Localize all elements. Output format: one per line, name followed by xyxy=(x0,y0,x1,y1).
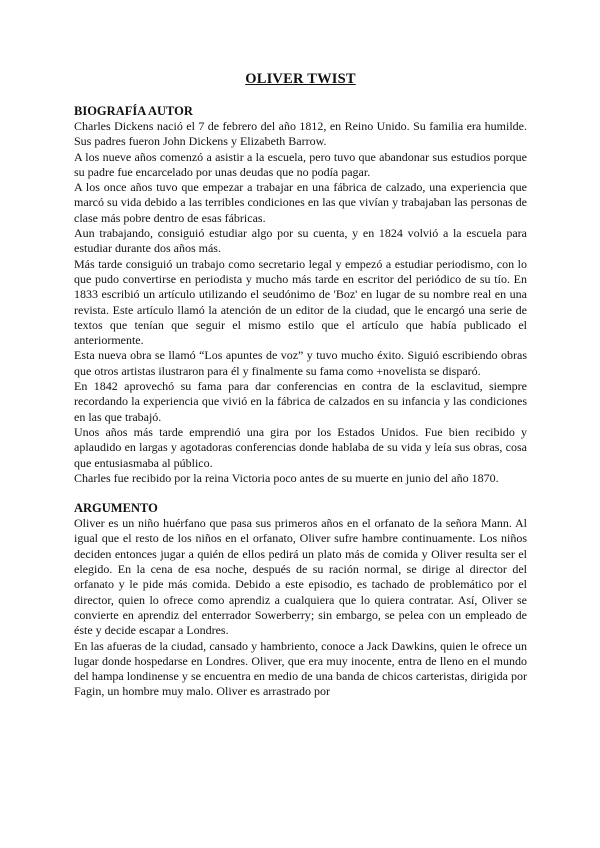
paragraph: A los nueve años comenzó a asistir a la escuela, pero tuvo que abandonar sus estudios porque su padre fue encarcelado por unas deudas que no podía pagar. xyxy=(74,149,527,179)
paragraph: Charles fue recibido por la reina Victoria poco antes de su muerte en junio del año 1870. xyxy=(74,470,499,485)
paragraph: En 1842 aprovechó su fama para dar conferencias en contra de la esclavitud, siempre recordando la experiencia que vivió en la fábrica de calzados en su infancia y las condiciones en las que trabajó. xyxy=(74,379,527,424)
document-title: OLIVER TWIST xyxy=(245,71,356,87)
document-body xyxy=(74,70,527,700)
paragraph: Aun trabajando, consiguió estudiar algo por su cuenta, y en 1824 volvió a la escuela para estudiar durante dos años más. xyxy=(74,226,527,256)
paragraph: Más tarde consiguió un trabajo como secretario legal y empezó a estudiar periodismo, con lo que pudo convertirse en periodista y mucho más tarde en escritor del periódico de su tío. En 1833 escribió un artículo utilizando el seudónimo de 'Boz' en lugar de su nombre real en una revista. Este artículo llamó la atención de un editor de la ciudad, que le encargó una serie de textos que tenían que seguir el mismo estilo que el artículo que había publicado el anteriormente. xyxy=(74,256,527,348)
paragraph: Oliver es un niño huérfano que pasa sus primeros años en el orfanato de la señora Mann. Al igual que el resto de los niños en el orfanato, Oliver sufre hambre continuamente. Los niños deciden entonces jugar a quién de ellos pedirá un plato más de comida y Oliver resulta ser el elegido. En la cena de esa noche, después de su ración normal, se dirige al director del orfanato y le pide más comida. Debido a este episodio, es tachado de problemático por el director, quien lo ofrece como aprendiz a cualquiera que lo quiera contratar. Así, Oliver se convierte en aprendiz del enterrador Sowerberry; sin embargo, se pelea con un empleado de éste y decide escapar a Londres. xyxy=(74,516,527,638)
paragraph: En las afueras de la ciudad, cansado y hambriento, conoce a Jack Dawkins, quien le ofrece un lugar donde hospedarse en Londres. Oliver, que era muy inocente, entra de lleno en el mundo del hampa londinense y se encuentra en medio de una banda de chicos carteristas, dirigida por Fagin, un hombre muy malo. Oliver es arrastrado por xyxy=(74,638,527,699)
paragraph: Unos años más tarde emprendió una gira por los Estados Unidos. Fue bien recibido y aplaudido en largas y agotadoras conferencias donde hablaba de su vida y leía sus obras, cosa que entusiasmaba al público. xyxy=(74,424,527,470)
paragraph: Esta nueva obra se llamó “Los apuntes de voz” y tuvo mucho éxito. Siguió escribiendo obras que otros artistas ilustraron para él y finalmente su fama como +novelista se disparó. xyxy=(74,348,527,378)
paragraph: A los once años tuvo que empezar a trabajar en una fábrica de calzado, una experiencia que marcó su vida debido a las terribles condiciones en las que vivían y trabajaban las personas de clase más pobre dentro de esas fábricas. xyxy=(74,180,527,225)
section-heading-argumento: ARGUMENTO xyxy=(74,501,158,516)
paragraph: Charles Dickens nació el 7 de febrero del año 1812, en Reino Unido. Su familia era humilde. Sus padres fueron John Dickens y Elizabeth Barrow. xyxy=(74,119,527,149)
section-heading-biografia: BIOGRAFÍA AUTOR xyxy=(74,104,193,118)
